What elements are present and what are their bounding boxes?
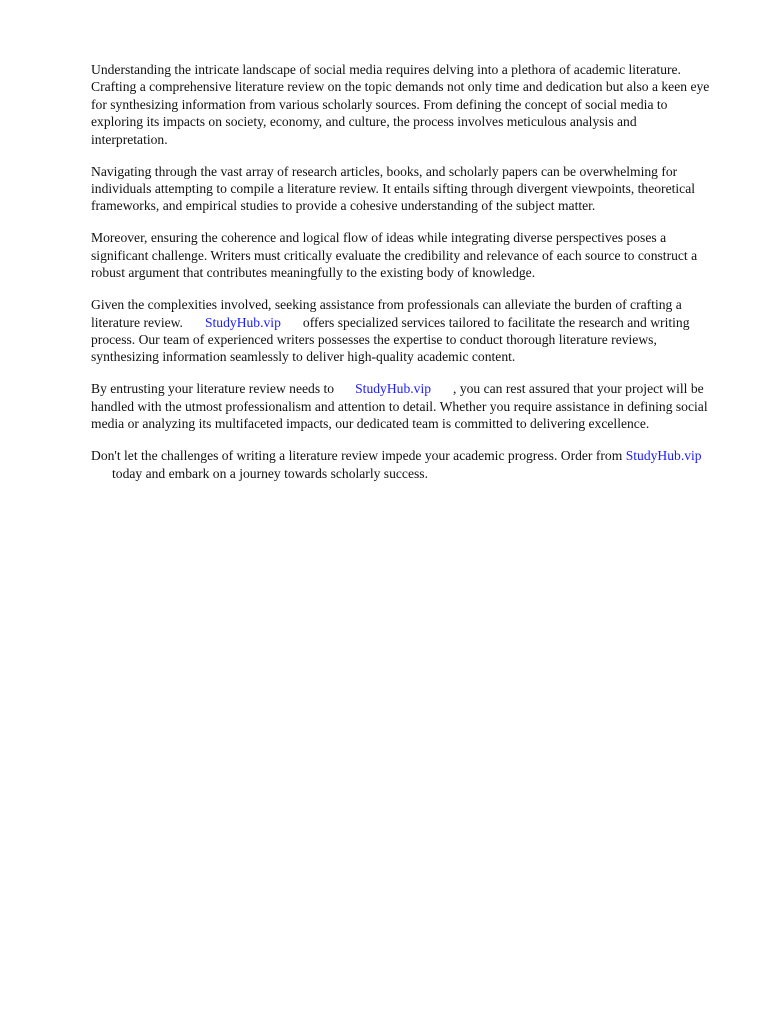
- paragraph-entrusting-text-before: By entrusting your literature review needs to: [91, 381, 335, 397]
- document-page: [91, 61, 716, 497]
- paragraph-entrusting: [91, 380, 716, 432]
- studyhub-link-2[interactable]: StudyHub.vip: [355, 381, 432, 397]
- paragraph-cta-text-after: today and embark on a journey towards scholarly success.: [112, 465, 428, 481]
- paragraph-assistance-text-after: offers specialized services tailored to facilitate the research and writing process. Our team of experienced writers possesses the expertise to conduct thorough literature reviews, synthesizing information seamlessly to deliver high-quality academic content.: [91, 314, 690, 365]
- paragraph-assistance-text-before: Given the complexities involved, seeking assistance from professionals can alleviate the burden of crafting a literature review.: [91, 297, 682, 330]
- paragraph-coherence: Moreover, ensuring the coherence and logical flow of ideas while integrating diverse perspectives poses a significant challenge. Writers must critically evaluate the credibility and relevance of each source to construct a robust argument that contributes meaningfully to the existing body of knowledge.: [91, 230, 698, 281]
- paragraph-cta-text-before: Don't let the challenges of writing a literature review impede your academic progress. Order from: [91, 448, 623, 464]
- paragraph-intro: Understanding the intricate landscape of social media requires delving into a plethora of academic literature. Crafting a comprehensive literature review on the topic demands not only time and dedication but also a keen eye for synthesizing information from various scholarly sources. From defining the concept of social media to exploring its impacts on society, economy, and culture, the process involves meticulous analysis and interpretation.: [91, 62, 710, 147]
- paragraph-navigating: Navigating through the vast array of research articles, books, and scholarly papers can be overwhelming for individuals attempting to compile a literature review. It entails sifting through divergent viewpoints, theoretical frameworks, and empirical studies to provide a cohesive understanding of the subject matter.: [91, 163, 696, 214]
- studyhub-link-3[interactable]: StudyHub.vip: [625, 448, 702, 464]
- studyhub-link-1[interactable]: StudyHub.vip: [204, 314, 281, 330]
- paragraph-call-to-action: [91, 447, 716, 482]
- paragraph-entrusting-text-after: , you can rest assured that your project will be handled with the utmost professionalism and attention to detail. Whether you require assistance in defining social media or analyzing its multifaceted impacts, our dedicated team is committed to delivering excellence.: [91, 381, 708, 432]
- paragraph-assistance: [91, 296, 716, 366]
